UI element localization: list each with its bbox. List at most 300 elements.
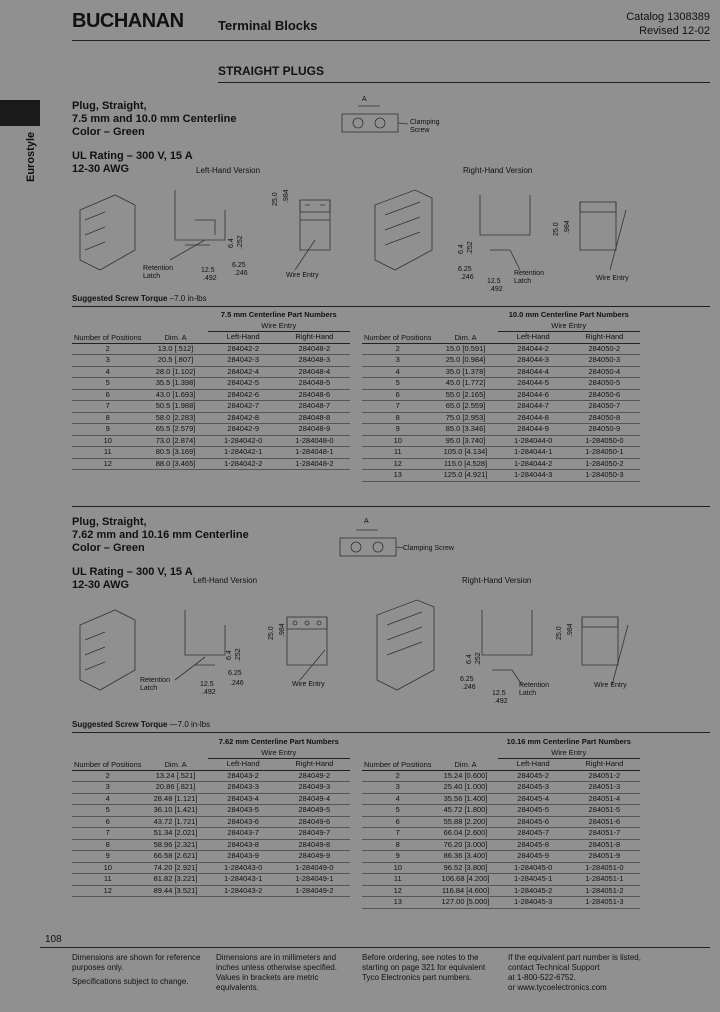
product-title-line: Color – Green — [72, 542, 145, 554]
torque-label: Suggested Screw Torque — [72, 294, 168, 303]
table-row — [362, 828, 640, 840]
right-hand-part-cell: 284048-9 — [298, 424, 331, 434]
table-row — [362, 851, 640, 863]
dim-label — [458, 244, 465, 254]
table-row — [72, 816, 350, 828]
left-hand-part-cell: 284044-6 — [517, 389, 549, 399]
left-hand-part-cell: 284044-8 — [517, 412, 549, 422]
right-hand-part-cell: 284048-2 — [298, 343, 331, 353]
part-numbers-group: 10.0 mm Centerline Part Numbers — [508, 310, 629, 320]
positions-cell: 7 — [105, 828, 110, 838]
dim-label — [475, 652, 482, 666]
right-hand-part-cell: 284048-4 — [298, 366, 331, 376]
dim-a-cell: 28.0 [1.102] — [155, 366, 196, 376]
dim-a-cell: 76.20 [3.000] — [443, 839, 488, 849]
dim-a-cell: 35.0 [1.378] — [445, 366, 486, 376]
dim-label: 12.5 — [487, 278, 501, 285]
product-1-title — [72, 100, 236, 139]
dim-label — [283, 189, 290, 203]
right-hand-version-label: Right-Hand Version — [462, 576, 532, 585]
left-hand-part-cell: 1-284045-1 — [513, 874, 553, 884]
positions-cell: 6 — [395, 816, 400, 826]
left-hand-part-cell: 284045-8 — [517, 839, 549, 849]
col-right-hand: Right-Hand — [569, 332, 640, 344]
positions-cell: 5 — [395, 805, 400, 815]
part-numbers-group: 10.16 mm Centerline Part Numbers — [506, 737, 631, 747]
positions-cell: 10 — [393, 862, 402, 872]
product-1-top-view — [340, 100, 410, 140]
left-hand-version-label: Left-Hand Version — [196, 166, 261, 175]
right-hand-part-cell: 284051-5 — [588, 805, 621, 815]
wire-entry-label: Wire Entry — [292, 681, 325, 688]
positions-cell: 11 — [393, 874, 402, 884]
screw-torque-1 — [72, 294, 207, 303]
footer-line: Tyco Electronics part numbers. — [362, 973, 472, 982]
right-hand-part-cell: 284049-6 — [298, 816, 331, 826]
dim-a-cell: 116.84 [4.600] — [441, 885, 490, 895]
footer-rule — [40, 947, 710, 948]
catalog-number: Catalog 1308389 — [626, 11, 710, 23]
dim-label — [467, 241, 474, 255]
positions-cell: 5 — [105, 805, 110, 815]
table-row — [72, 378, 350, 390]
table-row — [72, 828, 350, 840]
positions-cell: 13 — [393, 470, 402, 480]
dim-label: .492 — [494, 698, 508, 705]
left-hand-version-label: Left-Hand Version — [193, 576, 258, 585]
left-hand-part-cell: 284043-8 — [227, 839, 259, 849]
right-hand-part-cell: 1-284051-3 — [585, 897, 624, 907]
positions-cell: 11 — [103, 874, 112, 884]
product-title-line: Plug, Straight, — [72, 516, 147, 528]
right-hand-part-cell: 1-284050-1 — [585, 447, 624, 457]
dim-label: 6.25 — [458, 266, 472, 273]
left-hand-part-cell: 284045-4 — [517, 793, 549, 803]
dim-a-cell: 45.72 [1.800] — [443, 805, 488, 815]
table-row — [362, 782, 640, 794]
table-row — [362, 816, 640, 828]
table-row — [362, 412, 640, 424]
ul-rating: UL Rating – 300 V, 15 A — [72, 150, 193, 162]
revision-date: Revised 12-02 — [639, 25, 710, 37]
right-hand-part-cell: 284049-9 — [298, 851, 331, 861]
positions-cell: 5 — [395, 378, 400, 388]
retention-latch-label — [514, 270, 544, 286]
left-hand-part-cell: 284045-5 — [517, 805, 549, 815]
dim-a-cell: 43.72 [1.721] — [153, 816, 198, 826]
col-positions: Number of Positions — [72, 310, 144, 343]
positions-cell: 9 — [395, 851, 400, 861]
right-hand-part-cell: 284051-3 — [588, 782, 621, 792]
parts-table-10-0mm — [362, 310, 640, 482]
dim-a-cell: 28.48 [1.121] — [153, 793, 198, 803]
table-row — [72, 458, 350, 470]
dim-label — [237, 235, 244, 249]
dim-a-cell: 80.5 [3.169] — [155, 447, 196, 457]
parts-table-7-62mm — [72, 737, 350, 897]
table-row — [362, 862, 640, 874]
positions-cell: 3 — [395, 782, 400, 792]
left-hand-part-cell: 284043-9 — [227, 851, 259, 861]
dim-label — [567, 623, 574, 637]
table-row — [362, 805, 640, 817]
ul-rating: UL Rating – 300 V, 15 A — [72, 566, 193, 578]
right-hand-part-cell: 284048-3 — [298, 355, 331, 365]
parts-table-10-16mm — [362, 737, 640, 909]
col-positions: Number of Positions — [362, 310, 434, 343]
catalog-info — [626, 10, 710, 38]
left-hand-part-cell: 284043-6 — [227, 816, 259, 826]
col-right-hand: Right-Hand — [279, 759, 350, 771]
header-rule — [72, 40, 710, 41]
table-row — [362, 355, 640, 367]
positions-cell: 12 — [103, 885, 112, 895]
dim-a-cell: 35.5 [1.398] — [155, 378, 196, 388]
left-hand-part-cell: 284045-3 — [517, 782, 549, 792]
table-row — [362, 435, 640, 447]
positions-cell: 4 — [395, 366, 400, 376]
dim-label — [272, 192, 279, 206]
positions-cell: 9 — [105, 851, 110, 861]
left-hand-part-cell: 1-284043-1 — [223, 874, 263, 884]
footer-note-4 — [508, 953, 641, 993]
dim-a-cell: 127.00 [5.000] — [441, 897, 490, 907]
right-hand-part-cell: 1-284051-0 — [585, 862, 624, 872]
col-dim-a: Dim. A — [434, 737, 498, 770]
positions-cell: 12 — [103, 458, 112, 468]
left-hand-part-cell: 284042-7 — [227, 401, 259, 411]
positions-cell: 2 — [105, 770, 110, 780]
retention-latch-label — [140, 677, 170, 693]
footer-line: Dimensions are in millimeters and — [216, 953, 337, 962]
clamp-label-line: Screw — [410, 127, 430, 134]
left-hand-part-cell: 1-284045-0 — [513, 862, 553, 872]
right-hand-part-cell: 1-284048-2 — [295, 458, 334, 468]
left-hand-part-cell: 1-284045-3 — [513, 897, 553, 907]
right-hand-version-label: Right-Hand Version — [463, 166, 533, 175]
left-hand-part-cell: 284043-2 — [227, 770, 259, 780]
dim-a-cell: 51.34 [2.021] — [153, 828, 198, 838]
dim-value: .984 — [564, 220, 571, 234]
col-positions: Number of Positions — [72, 737, 144, 770]
col-dim-a: Dim. A — [434, 310, 498, 343]
parts-table-7-5mm — [72, 310, 350, 470]
left-hand-part-cell: 284042-8 — [227, 412, 259, 422]
dim-label — [226, 650, 233, 660]
dim-label: .492 — [202, 689, 216, 696]
dim-a-label: A — [362, 96, 367, 103]
dim-value: 25.0 — [556, 626, 563, 640]
footer-line: Dimensions are shown for reference — [72, 953, 201, 962]
positions-cell: 4 — [105, 366, 110, 376]
right-hand-part-cell: 284050-6 — [588, 389, 621, 399]
dim-label — [553, 222, 560, 236]
dim-value: 6.4 — [466, 654, 473, 664]
table-row — [72, 366, 350, 378]
right-hand-part-cell: 284049-5 — [298, 805, 331, 815]
table-row — [362, 389, 640, 401]
footer-line: or www.tycoelectronics.com — [508, 983, 607, 992]
footer-note-2 — [216, 953, 337, 993]
table-row — [72, 805, 350, 817]
wire-entry-label: Wire Entry — [596, 275, 629, 282]
dim-value: .984 — [279, 623, 286, 637]
wire-gauge: 12-30 AWG — [72, 163, 130, 175]
torque-value: –7.0 in-lbs — [169, 294, 207, 303]
col-right-hand: Right-Hand — [569, 759, 640, 771]
dim-a-cell: 125.0 [4.921] — [443, 470, 488, 480]
right-hand-part-cell: 284049-3 — [298, 782, 331, 792]
divider — [72, 306, 710, 307]
left-hand-part-cell: 1-284042-1 — [223, 447, 263, 457]
positions-cell: 10 — [103, 862, 112, 872]
dim-label: 6.25 — [228, 670, 242, 677]
latch-label-line: Retention — [143, 265, 173, 272]
table-row — [362, 343, 640, 355]
right-hand-part-cell: 284050-3 — [588, 355, 621, 365]
wire-gauge: 12-30 AWG — [72, 579, 130, 591]
footer-line: Values in brackets are metric — [216, 973, 319, 982]
right-hand-part-cell: 284048-7 — [298, 401, 331, 411]
right-hand-part-cell: 1-284050-0 — [585, 435, 624, 445]
dim-a-cell: 65.5 [2.579] — [155, 424, 196, 434]
footer-note-1 — [72, 953, 201, 987]
dim-value: 25.0 — [268, 626, 275, 640]
dim-label — [564, 220, 571, 234]
divider — [72, 732, 710, 733]
product-2-title — [72, 516, 249, 555]
wire-entry-subheader: Wire Entry — [208, 321, 350, 332]
dim-a-cell: 58.96 [2.321] — [153, 839, 198, 849]
footer-note-3 — [362, 953, 485, 983]
table-row — [362, 424, 640, 436]
left-hand-part-cell: 284043-5 — [227, 805, 259, 815]
footer-line: Specifications subject to change. — [72, 977, 189, 986]
positions-cell: 12 — [393, 458, 402, 468]
dim-a-cell: 75.0 [2.953] — [445, 412, 486, 422]
dim-value: .252 — [237, 235, 244, 249]
side-tab-marker — [0, 100, 40, 126]
dim-a-cell: 13.0 [.512] — [157, 343, 194, 353]
dim-a-cell: 25.40 [1.000] — [443, 782, 488, 792]
left-hand-part-cell: 284042-3 — [227, 355, 259, 365]
clamping-screw-label: Clamping Screw — [403, 545, 454, 552]
col-dim-a: Dim. A — [144, 737, 208, 770]
dim-label: .246 — [460, 274, 474, 281]
dim-label — [228, 238, 235, 248]
right-hand-part-cell: 1-284049-2 — [295, 885, 334, 895]
table-row — [72, 782, 350, 794]
positions-cell: 6 — [395, 389, 400, 399]
left-hand-part-cell: 284042-9 — [227, 424, 259, 434]
brand-logo: BUCHANAN — [72, 10, 184, 32]
dim-label — [279, 623, 286, 637]
left-hand-part-cell: 1-284042-0 — [223, 435, 263, 445]
dim-a-cell: 55.88 [2.200] — [443, 816, 488, 826]
positions-cell: 13 — [393, 897, 402, 907]
section-rule — [218, 82, 710, 83]
right-hand-part-cell: 284051-7 — [588, 828, 621, 838]
right-hand-part-cell: 1-284049-1 — [295, 874, 334, 884]
right-hand-part-cell: 284050-9 — [588, 424, 621, 434]
left-hand-part-cell: 1-284042-2 — [223, 458, 263, 468]
table-row — [362, 447, 640, 459]
product-title-line: Color – Green — [72, 126, 145, 138]
right-hand-part-cell: 1-284048-0 — [295, 435, 334, 445]
left-hand-part-cell: 284044-9 — [517, 424, 549, 434]
right-hand-part-cell: 1-284050-3 — [585, 470, 624, 480]
table-row — [362, 458, 640, 470]
table-row — [72, 793, 350, 805]
wire-entry-subheader: Wire Entry — [498, 748, 640, 759]
part-numbers-group: 7.5 mm Centerline Part Numbers — [220, 310, 337, 320]
left-hand-part-cell: 284043-7 — [227, 828, 259, 838]
torque-label: Suggested Screw Torque — [72, 720, 168, 729]
right-hand-part-cell: 284051-2 — [588, 770, 621, 780]
footer-line: starting on page 321 for equivalent — [362, 963, 486, 972]
latch-label-line: Retention — [140, 677, 170, 684]
dim-label — [235, 648, 242, 662]
table-row — [72, 389, 350, 401]
part-numbers-group: 7.62 mm Centerline Part Numbers — [218, 737, 339, 747]
dim-label: 12.5 — [201, 267, 215, 274]
positions-cell: 9 — [395, 424, 400, 434]
positions-cell: 6 — [105, 389, 110, 399]
left-hand-part-cell: 284042-2 — [227, 343, 259, 353]
right-hand-part-cell: 284048-8 — [298, 412, 331, 422]
dim-value: 6.4 — [458, 244, 465, 254]
dim-a-cell: 15.0 [0.591] — [445, 343, 486, 353]
left-hand-part-cell: 1-284044-2 — [513, 458, 553, 468]
table-row — [72, 862, 350, 874]
footer-line: equivalents. — [216, 983, 259, 992]
table-row — [362, 366, 640, 378]
dim-label: .246 — [462, 684, 476, 691]
dim-value: .252 — [475, 652, 482, 666]
table-row — [362, 470, 640, 482]
clamp-label-line: Clamping — [410, 119, 440, 126]
wire-entry-subheader: Wire Entry — [208, 748, 350, 759]
section-title: STRAIGHT PLUGS — [218, 64, 325, 78]
dim-a-cell: 89.44 [3.521] — [153, 885, 198, 895]
table-row — [72, 839, 350, 851]
positions-cell: 2 — [395, 343, 400, 353]
latch-label-line: Latch — [514, 278, 532, 285]
dim-a-cell: 73.0 [2.874] — [155, 435, 196, 445]
right-hand-part-cell: 1-284051-1 — [585, 874, 624, 884]
left-hand-part-cell: 284043-3 — [227, 782, 259, 792]
table-row — [72, 412, 350, 424]
positions-cell: 8 — [395, 412, 400, 422]
latch-label-line: Latch — [519, 690, 537, 697]
left-hand-part-cell: 284042-4 — [227, 366, 259, 376]
positions-cell: 10 — [393, 435, 402, 445]
col-left-hand: Left-Hand — [498, 759, 569, 771]
product-title-line: Plug, Straight, — [72, 100, 147, 112]
left-hand-part-cell: 284044-4 — [517, 366, 549, 376]
dim-a-cell: 13.24 [.521] — [155, 770, 196, 780]
dim-a-cell: 81.82 [3.221] — [153, 874, 198, 884]
right-hand-part-cell: 284049-4 — [298, 793, 331, 803]
right-hand-part-cell: 284050-4 — [588, 366, 621, 376]
left-hand-part-cell: 284045-9 — [517, 851, 549, 861]
positions-cell: 8 — [105, 412, 110, 422]
footer-line: If the equivalent part number is listed, — [508, 953, 641, 962]
latch-label-line: Retention — [519, 682, 549, 689]
dim-a-cell: 43.0 [1.693] — [155, 389, 196, 399]
positions-cell: 8 — [395, 839, 400, 849]
left-hand-part-cell: 284044-7 — [517, 401, 549, 411]
right-hand-part-cell: 284049-8 — [298, 839, 331, 849]
dim-a-cell: 115.0 [4.528] — [443, 458, 488, 468]
dim-a-cell: 20.86 [.821] — [155, 782, 196, 792]
table-row — [362, 401, 640, 413]
footer-line: contact Technical Support — [508, 963, 600, 972]
dim-value: .984 — [283, 189, 290, 203]
dim-a-cell: 20.5 [.807] — [157, 355, 194, 365]
wire-entry-subheader: Wire Entry — [498, 321, 640, 332]
dim-a-cell: 50.5 [1.988] — [155, 401, 196, 411]
dim-a-cell: 95.0 [3.740] — [445, 435, 486, 445]
positions-cell: 11 — [103, 447, 112, 457]
latch-label-line: Latch — [140, 685, 158, 692]
right-hand-part-cell: 1-284051-2 — [585, 885, 624, 895]
footer-line: at 1-800-522-6752. — [508, 973, 577, 982]
right-hand-part-cell: 1-284049-0 — [295, 862, 334, 872]
left-hand-part-cell: 284044-5 — [517, 378, 549, 388]
right-hand-part-cell: 284048-6 — [298, 389, 331, 399]
table-row — [362, 897, 640, 909]
right-hand-part-cell: 284051-9 — [588, 851, 621, 861]
dim-a-cell: 86.36 [3.400] — [443, 851, 488, 861]
dim-a-cell: 45.0 [1.772] — [445, 378, 486, 388]
right-hand-part-cell: 284051-8 — [588, 839, 621, 849]
table-row — [362, 839, 640, 851]
right-hand-part-cell: 284049-2 — [298, 770, 331, 780]
product-title-line: 7.5 mm and 10.0 mm Centerline — [72, 113, 237, 125]
dim-a-cell: 25.0 [0.984] — [445, 355, 486, 365]
dim-value: 6.4 — [226, 650, 233, 660]
dim-label: 6.25 — [232, 262, 246, 269]
left-hand-part-cell: 284042-5 — [227, 378, 259, 388]
table-row — [72, 355, 350, 367]
dim-value: .984 — [567, 623, 574, 637]
dim-a-cell: 15.24 [0.600] — [443, 770, 488, 780]
dim-a-cell: 66.58 [2.621] — [153, 851, 198, 861]
right-hand-part-cell: 284050-8 — [588, 412, 621, 422]
table-row — [72, 435, 350, 447]
dim-value: 6.4 — [228, 238, 235, 248]
left-hand-part-cell: 284045-2 — [517, 770, 549, 780]
col-right-hand: Right-Hand — [279, 332, 350, 344]
table-row — [72, 424, 350, 436]
product-title-line: 7.62 mm and 10.16 mm Centerline — [72, 529, 249, 541]
right-hand-part-cell: 284051-6 — [588, 816, 621, 826]
dim-value: 25.0 — [553, 222, 560, 236]
dim-label: .492 — [203, 275, 217, 282]
dim-a-cell: 65.0 [2.559] — [445, 401, 486, 411]
page-number: 108 — [45, 934, 62, 945]
right-hand-part-cell: 284051-4 — [588, 793, 621, 803]
dim-a-cell: 66.04 [2.600] — [443, 828, 488, 838]
dim-a-cell: 74.20 [2.921] — [153, 862, 198, 872]
dim-label — [466, 654, 473, 664]
dim-value: .252 — [235, 648, 242, 662]
positions-cell: 11 — [393, 447, 402, 457]
positions-cell: 7 — [395, 828, 400, 838]
positions-cell: 4 — [105, 793, 110, 803]
right-hand-part-cell: 284050-7 — [588, 401, 621, 411]
